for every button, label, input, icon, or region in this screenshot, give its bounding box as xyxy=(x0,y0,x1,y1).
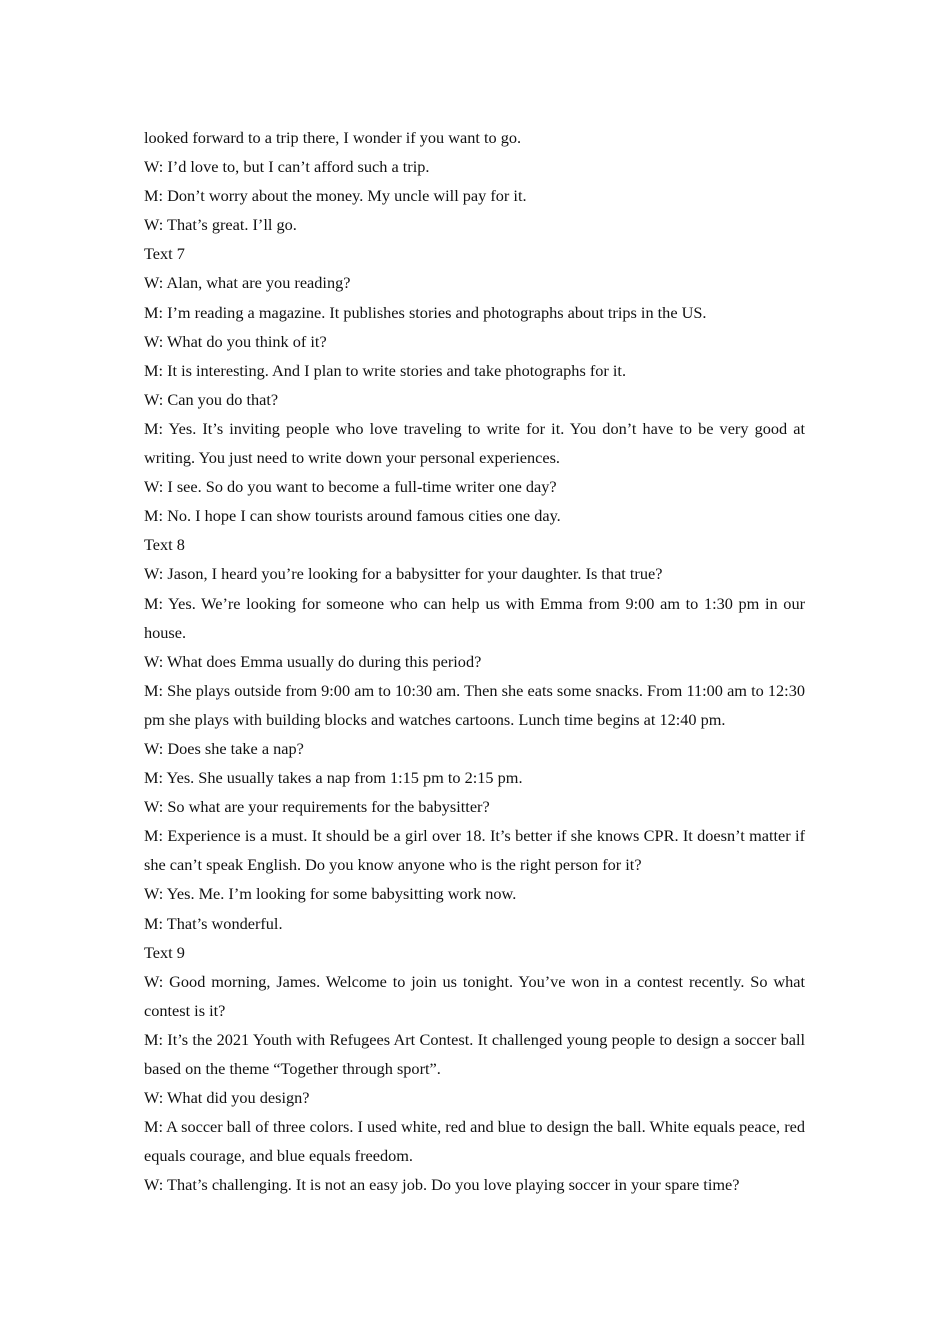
transcript-line: W: What do you think of it? xyxy=(144,331,327,351)
transcript-line: M: She plays outside from 9:00 am to 10:30 am. Then she eats some snacks. From 11:00 am to 12:30 pm she plays with building blocks and watches cartoons. Lunch time begins at 12:40 pm. xyxy=(144,680,805,729)
transcript-line: W: What does Emma usually do during this period? xyxy=(144,651,482,671)
section-heading-text-8: Text 8 xyxy=(144,535,185,555)
transcript-body xyxy=(144,123,805,1199)
transcript-line: W: Alan, what are you reading? xyxy=(144,273,351,293)
transcript-line: W: I’d love to, but I can’t afford such a trip. xyxy=(144,157,430,177)
transcript-line: M: Yes. She usually takes a nap from 1:15 pm to 2:15 pm. xyxy=(144,768,523,788)
transcript-line: W: That’s great. I’ll go. xyxy=(144,215,297,235)
transcript-line: W: What did you design? xyxy=(144,1088,310,1108)
transcript-line: looked forward to a trip there, I wonder if you want to go. xyxy=(144,128,522,147)
transcript-line: W: Yes. Me. I’m looking for some babysitting work now. xyxy=(144,884,517,904)
transcript-line: M: Yes. We’re looking for someone who can help us with Emma from 9:00 am to 1:30 pm in our house. xyxy=(144,593,805,642)
transcript-line: W: So what are your requirements for the babysitter? xyxy=(144,797,490,817)
transcript-line: W: Jason, I heard you’re looking for a babysitter for your daughter. Is that true? xyxy=(144,564,663,584)
transcript-line: M: Don’t worry about the money. My uncle will pay for it. xyxy=(144,186,527,206)
transcript-line: W: Can you do that? xyxy=(144,389,279,409)
transcript-line: M: It is interesting. And I plan to write stories and take photographs for it. xyxy=(144,360,627,380)
transcript-line: M: Experience is a must. It should be a girl over 18. It’s better if she knows CPR. It doesn’t matter if she can’t speak English. Do you know anyone who is the right person for it? xyxy=(144,826,805,875)
transcript-line: M: No. I hope I can show tourists around famous cities one day. xyxy=(144,506,561,526)
transcript-line: W: I see. So do you want to become a full-time writer one day? xyxy=(144,477,557,497)
transcript-line: M: It’s the 2021 Youth with Refugees Art Contest. It challenged young people to design a soccer ball based on the theme “Together through sport”. xyxy=(144,1029,805,1078)
transcript-line: M: A soccer ball of three colors. I used white, red and blue to design the ball. White equals peace, red equals courage, and blue equals freedom. xyxy=(144,1117,805,1166)
transcript-line: W: Good morning, James. Welcome to join us tonight. You’ve won in a contest recently. So what contest is it? xyxy=(144,971,805,1020)
transcript-line: W: Does she take a nap? xyxy=(144,738,304,758)
transcript-line: M: I’m reading a magazine. It publishes stories and photographs about trips in the US. xyxy=(144,302,707,322)
transcript-line: M: That’s wonderful. xyxy=(144,913,283,933)
transcript-line: W: That’s challenging. It is not an easy job. Do you love playing soccer in your spare time? xyxy=(144,1175,740,1195)
section-heading-text-7: Text 7 xyxy=(144,244,185,264)
section-heading-text-9: Text 9 xyxy=(144,942,185,962)
transcript-line: M: Yes. It’s inviting people who love traveling to write for it. You don’t have to be very good at writing. You just need to write down your personal experiences. xyxy=(144,418,805,468)
